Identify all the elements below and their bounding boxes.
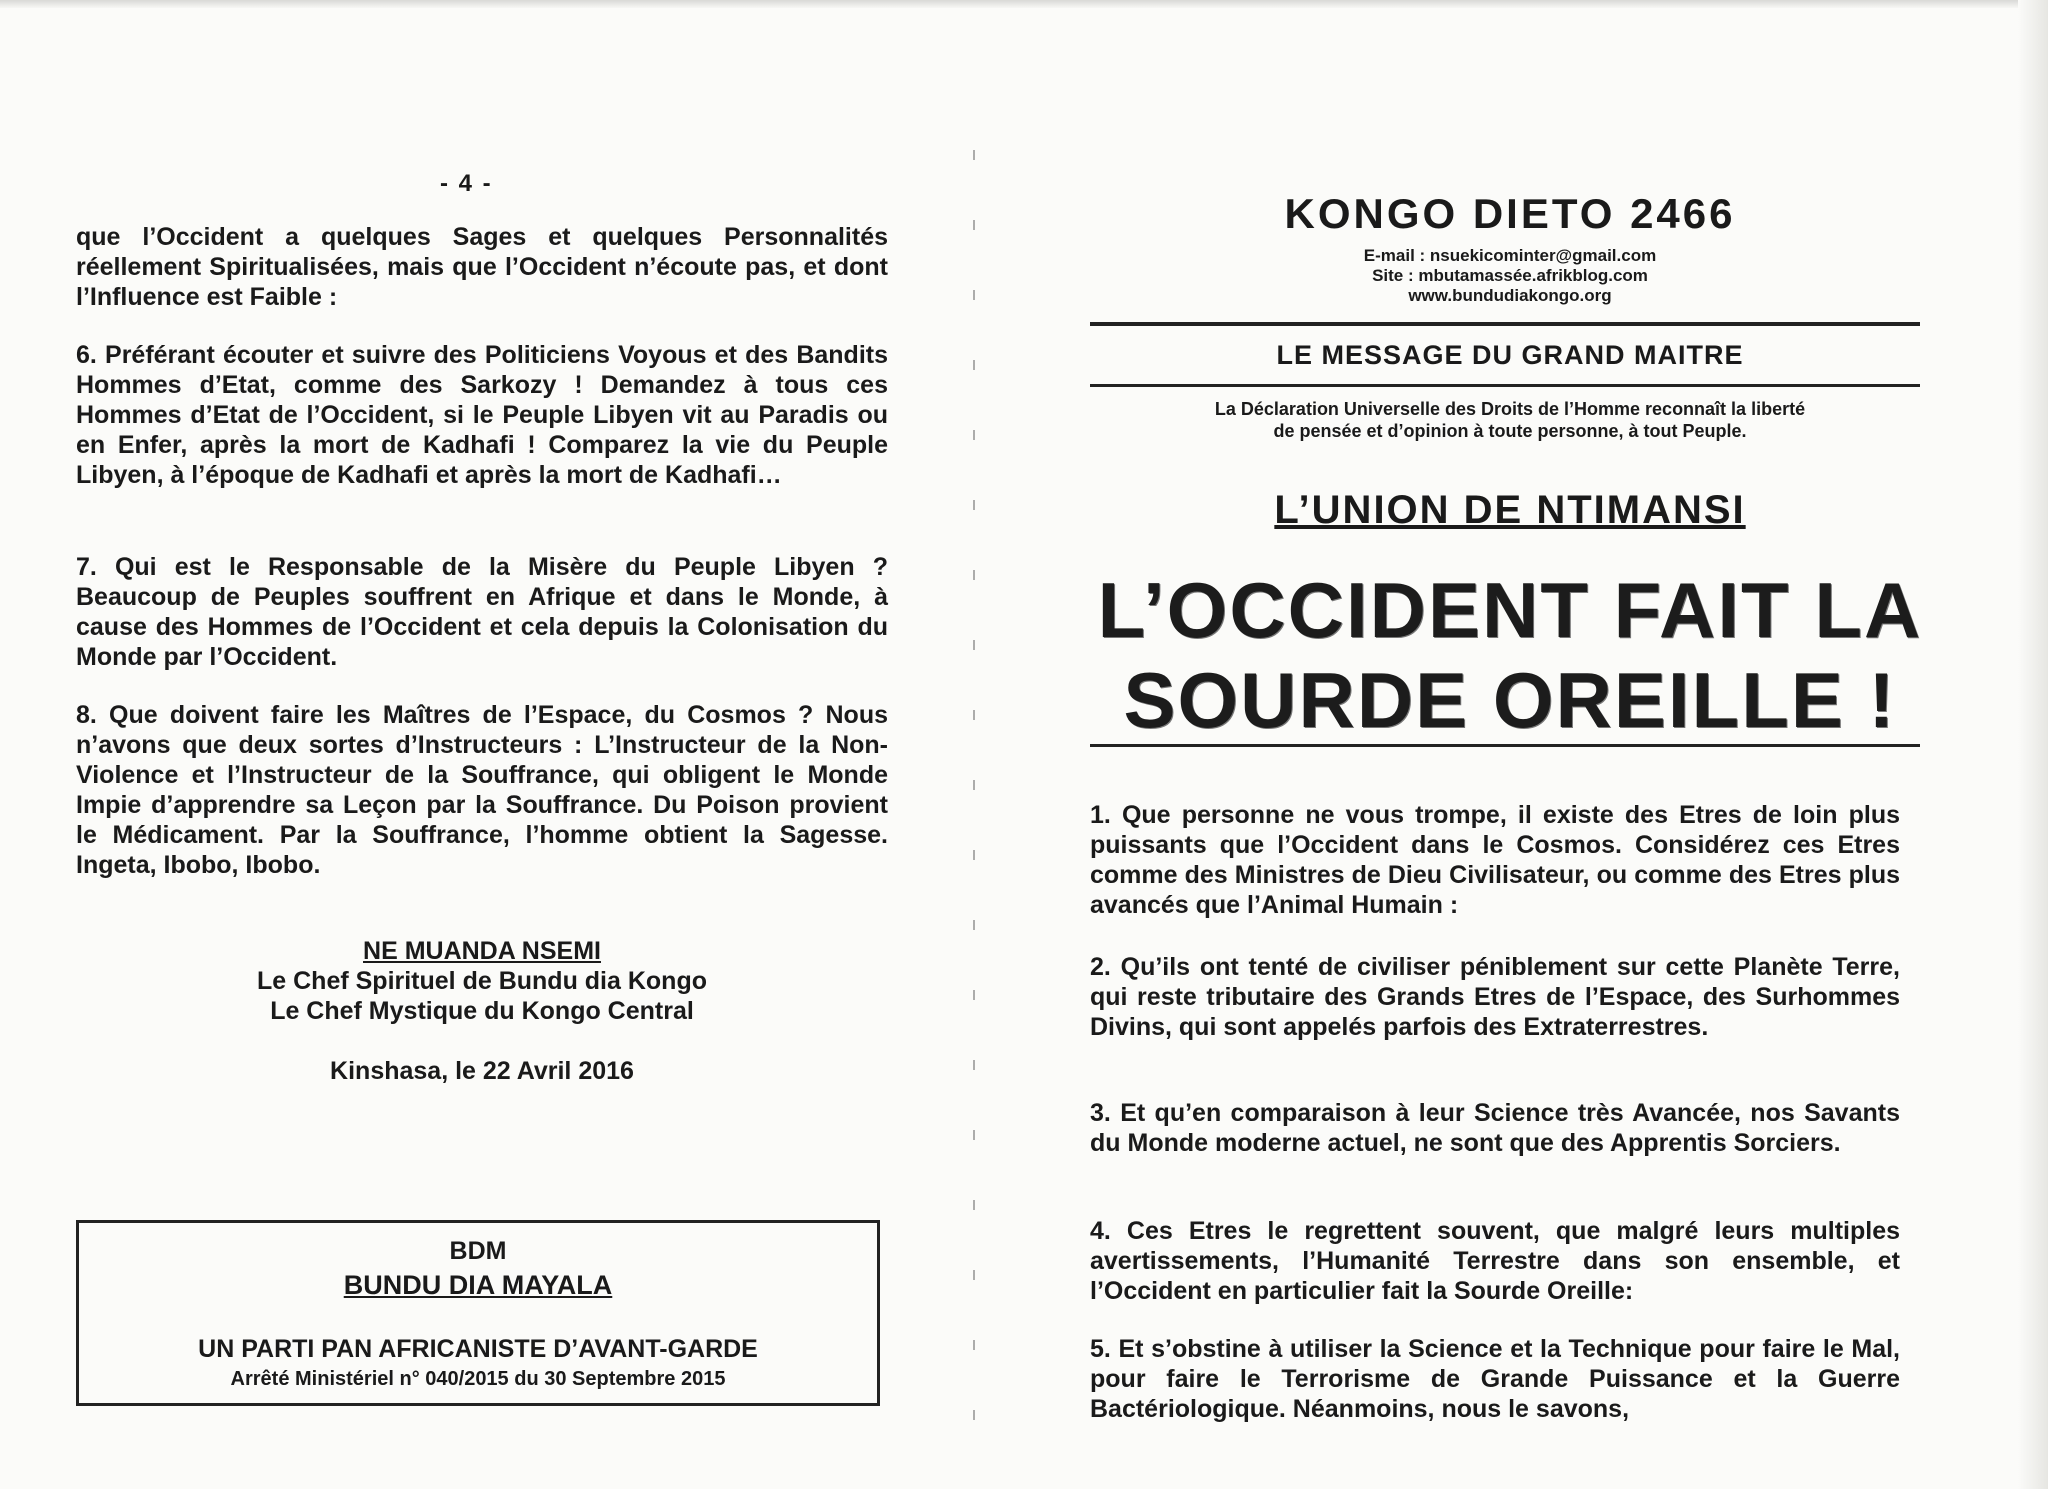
intro-paragraph: que l’Occident a quelques Sages et quelques Personnalités réellement Spiritualisées, mais que l’Occident n’écoute pas, et dont l’Influence est Faible : (76, 223, 888, 311)
headline-line-2: SOURDE OREILLE ! (1123, 656, 1897, 744)
contact-site: Site : mbutamassée.afrikblog.com (1372, 266, 1648, 285)
signature-name: NE MUANDA NSEMI (363, 937, 601, 965)
bdm-party: UN PARTI PAN AFRICANISTE D’AVANT-GARDE (198, 1335, 758, 1363)
scan-top-border (0, 0, 2048, 8)
bdm-name: BUNDU DIA MAYALA (343, 1270, 613, 1300)
signature-block (76, 936, 888, 1086)
item-1-paragraph: 1. Que personne ne vous trompe, il existe des Etres de loin plus puissants que l’Occident dans le Cosmos. Considérez ces Etres comme des Ministres de Dieu Civilisateur, ou comme des Etres plus avancés que l’Animal Humain : (1090, 801, 1900, 919)
scan-right-edge (2018, 0, 2048, 1489)
item-5-paragraph: 5. Et s’obstine à utiliser la Science et la Technique pour faire le Mal, pour faire le Terrorisme de Grande Puissance et la Guerre Bactériologique. Néanmoins, nous le savons, (1090, 1335, 1900, 1423)
headline-line-1: L’OCCIDENT FAIT LA (1097, 566, 1923, 654)
item-3-paragraph: 3. Et qu’en comparaison à leur Science très Avancée, nos Savants du Monde moderne actuel, ne sont que des Apprentis Sorciers. (1090, 1099, 1900, 1157)
contact-site-2: www.bundudiakongo.org (1408, 286, 1612, 305)
main-headline (1090, 565, 1930, 745)
signature-title-1: Le Chef Spirituel de Bundu dia Kongo (257, 967, 707, 995)
signature-place-date: Kinshasa, le 22 Avril 2016 (330, 1057, 634, 1085)
page-number: - 4 - (440, 170, 493, 197)
publication-header: KONGO DIETO 2466 (1284, 190, 1736, 237)
union-title: L’UNION DE NTIMANSI (1274, 488, 1746, 532)
contact-email: E-mail : nsuekicominter@gmail.com (1363, 246, 1657, 265)
item-6-paragraph: 6. Préférant écouter et suivre des Politiciens Voyous et des Bandits Hommes d’Etat, comme des Sarkozy ! Demandez à tous ces Hommes d’Etat de l’Occident, si le Peuple Libyen vit au Paradis ou en Enfer, après la mort de Kadhafi ! Comparez la vie du Peuple Libyen, à l’époque de Kadhafi et après la mort de Kadhafi… (76, 341, 888, 489)
declaration-note (1090, 398, 1930, 442)
message-title: LE MESSAGE DU GRAND MAITRE (1276, 340, 1744, 370)
headline-rule (1090, 744, 1920, 747)
item-8-paragraph: 8. Que doivent faire les Maîtres de l’Espace, du Cosmos ? Nous n’avons que deux sortes d’Instructeurs : L’Instructeur de la Non-Violence et l’Instructeur de la Souffrance, qui obligent le Monde Impie d’apprendre sa Leçon par la Souffrance. Du Poison provient le Médicament. Par la Souffrance, l’homme obtient la Sagesse. Ingeta, Ibobo, Ibobo. (76, 701, 888, 879)
declaration-line-1: La Déclaration Universelle des Droits de l’Homme reconnaît la liberté (1214, 399, 1806, 419)
bdm-decree: Arrêté Ministériel n° 040/2015 du 30 Septembre 2015 (230, 1368, 726, 1390)
contact-block (1090, 246, 1930, 306)
header-rule-bottom (1090, 384, 1920, 387)
page-fold-line (973, 150, 975, 1460)
bdm-party-box (76, 1220, 880, 1406)
item-4-paragraph: 4. Ces Etres le regrettent souvent, que malgré leurs multiples avertissements, l’Humanité Terrestre dans son ensemble, et l’Occident en particulier fait la Sourde Oreille: (1090, 1217, 1900, 1305)
signature-title-2: Le Chef Mystique du Kongo Central (270, 997, 694, 1025)
item-2-paragraph: 2. Qu’ils ont tenté de civiliser péniblement sur cette Planète Terre, qui reste tributaire des Grands Etres de l’Espace, des Surhommes Divins, qui sont appelés parfois des Extraterrestres. (1090, 953, 1900, 1041)
header-rule-top (1090, 322, 1920, 326)
declaration-line-2: de pensée et d’opinion à toute personne, à tout Peuple. (1273, 421, 1747, 441)
bdm-abbr: BDM (449, 1237, 507, 1265)
item-7-paragraph: 7. Qui est le Responsable de la Misère du Peuple Libyen ? Beaucoup de Peuples souffrent en Afrique et dans le Monde, à cause des Hommes de l’Occident et cela depuis la Colonisation du Monde par l’Occident. (76, 553, 888, 671)
